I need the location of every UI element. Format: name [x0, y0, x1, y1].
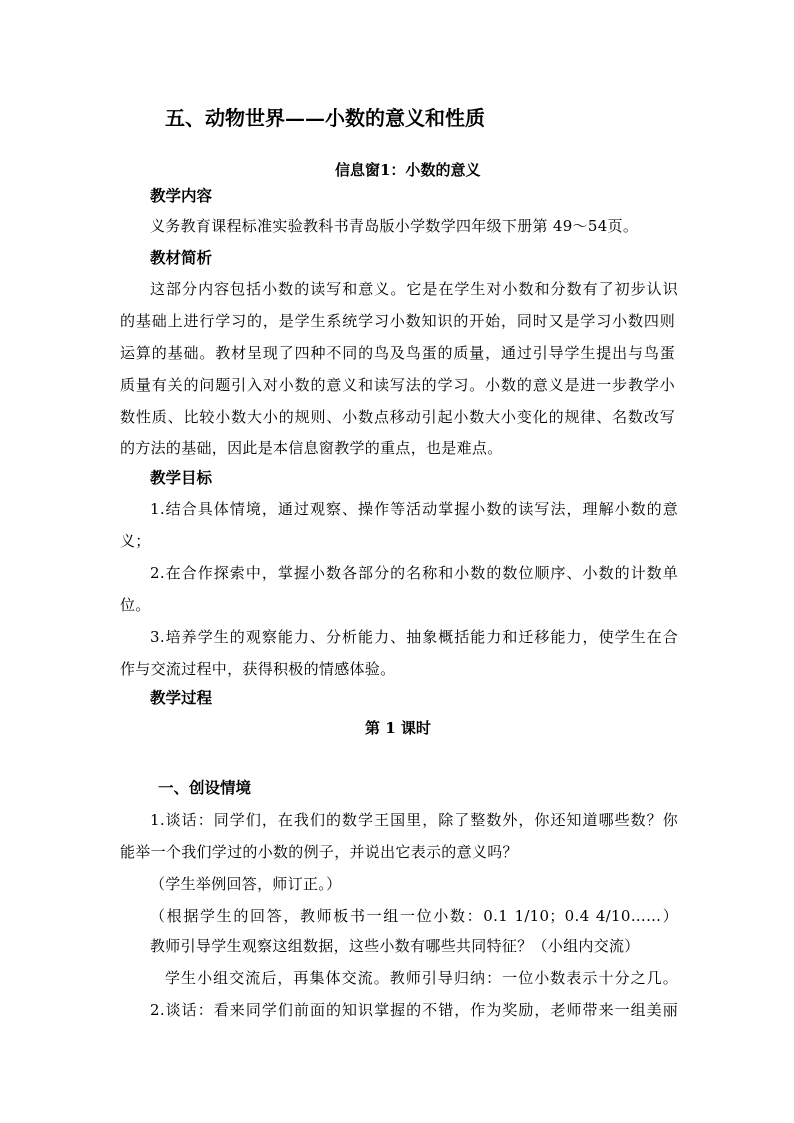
lesson-title: 第 1 课时	[365, 719, 431, 737]
goal-line: 1.结合具体情境，通过观察、操作等活动掌握小数的读写法，理解小数的意	[150, 500, 678, 518]
goal-line: 义；	[120, 532, 151, 550]
section-heading-content: 教学内容	[150, 186, 213, 205]
section-heading-goals: 教学目标	[150, 468, 213, 487]
goal-line: 位。	[120, 596, 151, 614]
step-line: 能举一个我们学过的小数的例子，并说出它表示的意义吗？	[120, 843, 518, 861]
document-subtitle: 信息窗1：小数的意义	[335, 161, 481, 179]
analysis-line: 这部分内容包括小数的读写和意义。它是在学生对小数和分数有了初步认识	[150, 280, 678, 298]
step-line: 学生小组交流后，再集体交流。教师引导归纳：一位小数表示十分之几。	[165, 969, 678, 987]
step-line: （根据学生的回答，教师板书一组一位小数：0.1 1/10；0.4 4/10……）	[150, 907, 678, 925]
analysis-line: 质量有关的问题引入对小数的意义和读写法的学习。小数的意义是进一步教学小	[120, 376, 675, 394]
analysis-line: 运算的基础。教材呈现了四种不同的鸟及鸟蛋的质量，通过引导学生提出与鸟蛋	[120, 344, 675, 362]
goal-line: 3.培养学生的观察能力、分析能力、抽象概括能力和迁移能力，使学生在合	[150, 628, 678, 646]
content-text: 义务教育课程标准实验教科书青岛版小学数学四年级下册第 49～54页。	[150, 217, 639, 235]
analysis-line: 的基础上进行学习的，是学生系统学习小数知识的开始，同时又是学习小数四则	[120, 312, 675, 330]
section-heading-analysis: 教材简析	[150, 248, 213, 267]
analysis-line: 数性质、比较小数大小的规则、小数点移动引起小数大小变化的规律、名数改写	[120, 408, 675, 426]
goal-line: 作与交流过程中，获得积极的情感体验。	[120, 660, 396, 678]
goal-line: 2.在合作探索中，掌握小数各部分的名称和小数的数位顺序、小数的计数单	[150, 564, 678, 582]
step-line: 教师引导学生观察这组数据，这些小数有哪些共同特征？（小组内交流）	[150, 937, 640, 955]
document-title: 五、动物世界——小数的意义和性质	[165, 106, 485, 130]
step-line: （学生举例回答，师订正。）	[150, 875, 342, 893]
step-line: 2.谈话：看来同学们前面的知识掌握的不错，作为奖励，老师带来一组美丽	[150, 1001, 678, 1019]
analysis-line: 的方法的基础，因此是本信息窗教学的重点，也是难点。	[120, 439, 503, 457]
step-heading-1: 一、创设情境	[158, 778, 252, 797]
section-heading-process: 教学过程	[150, 688, 213, 707]
step-line: 1.谈话：同学们，在我们的数学王国里，除了整数外，你还知道哪些数？你	[150, 811, 678, 829]
